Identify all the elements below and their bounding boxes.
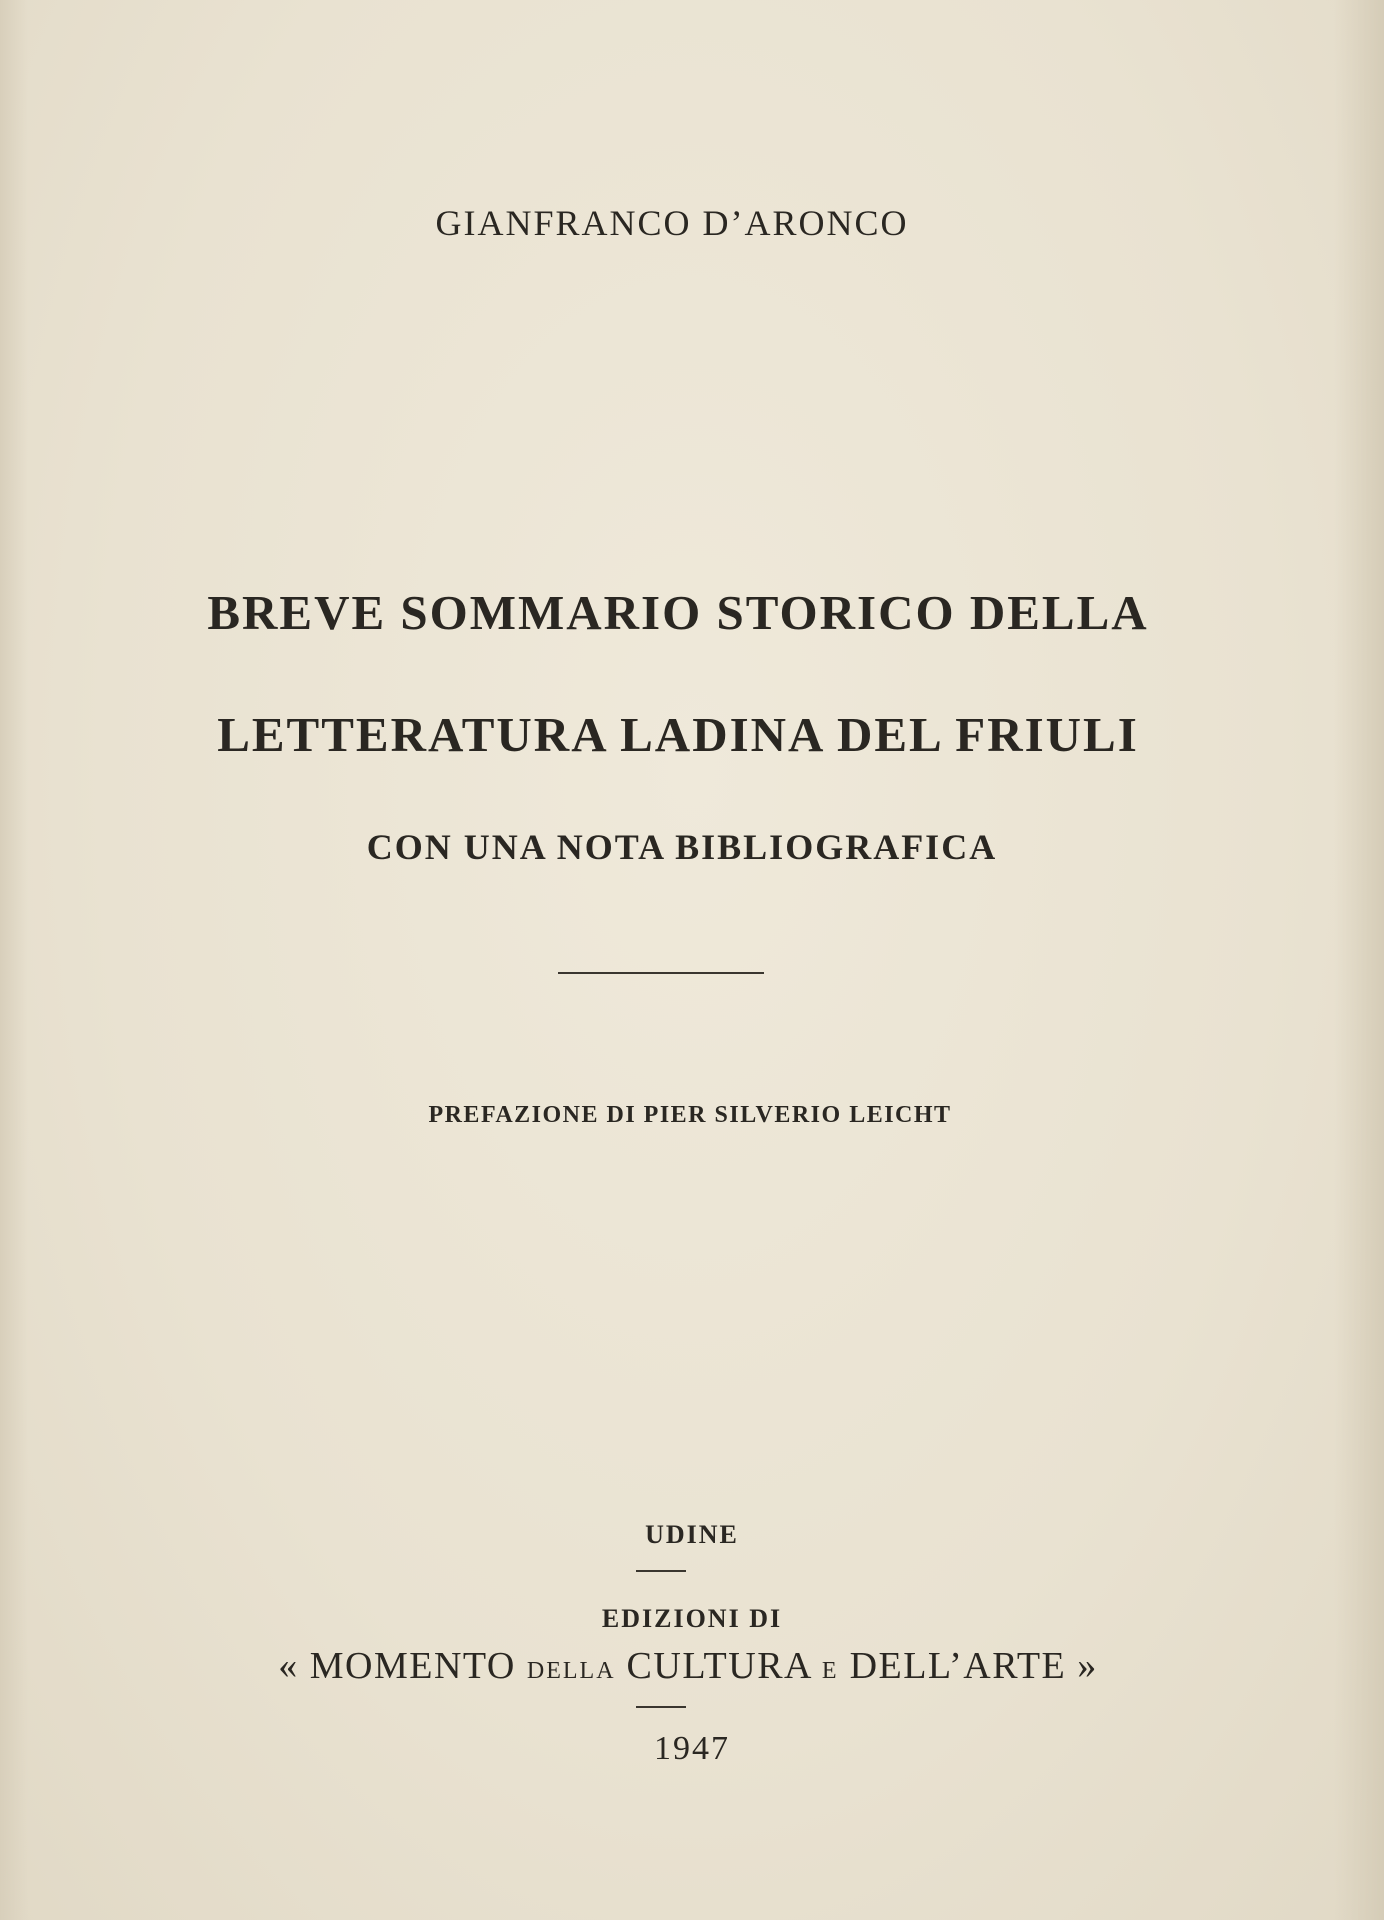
imprint-publisher (0, 1644, 1380, 1688)
imprint-city: UDINE (645, 1520, 739, 1549)
publisher-word-della: DELLA (526, 1658, 616, 1684)
title-line-2: LETTERATURA LADINA DEL FRIULI (217, 707, 1139, 762)
imprint-rule-top (636, 1570, 686, 1572)
imprint-edizioni: EDIZIONI DI (601, 1604, 783, 1633)
publisher-word-e: E (821, 1658, 839, 1684)
imprint-year: 1947 (654, 1730, 730, 1767)
author-name: GIANFRANCO D’ARONCO (435, 203, 909, 243)
subtitle: CON UNA NOTA BIBLIOGRAFICA (366, 827, 998, 867)
close-quote: » (1077, 1645, 1098, 1687)
imprint-rule-bottom (636, 1706, 686, 1708)
open-quote: « (278, 1645, 299, 1687)
publisher-word-momento: MOMENTO (309, 1645, 516, 1687)
publisher-word-cultura: CULTURA (626, 1645, 811, 1687)
title-line-1: BREVE SOMMARIO STORICO DELLA (207, 585, 1149, 640)
publisher-word-dellarte (850, 1645, 1067, 1687)
preface-credit: PREFAZIONE DI PIER SILVERIO LEICHT (428, 1102, 952, 1128)
divider-rule (558, 972, 764, 974)
publisher-word-dellarte-text: DELL’ARTE (849, 1645, 1067, 1687)
